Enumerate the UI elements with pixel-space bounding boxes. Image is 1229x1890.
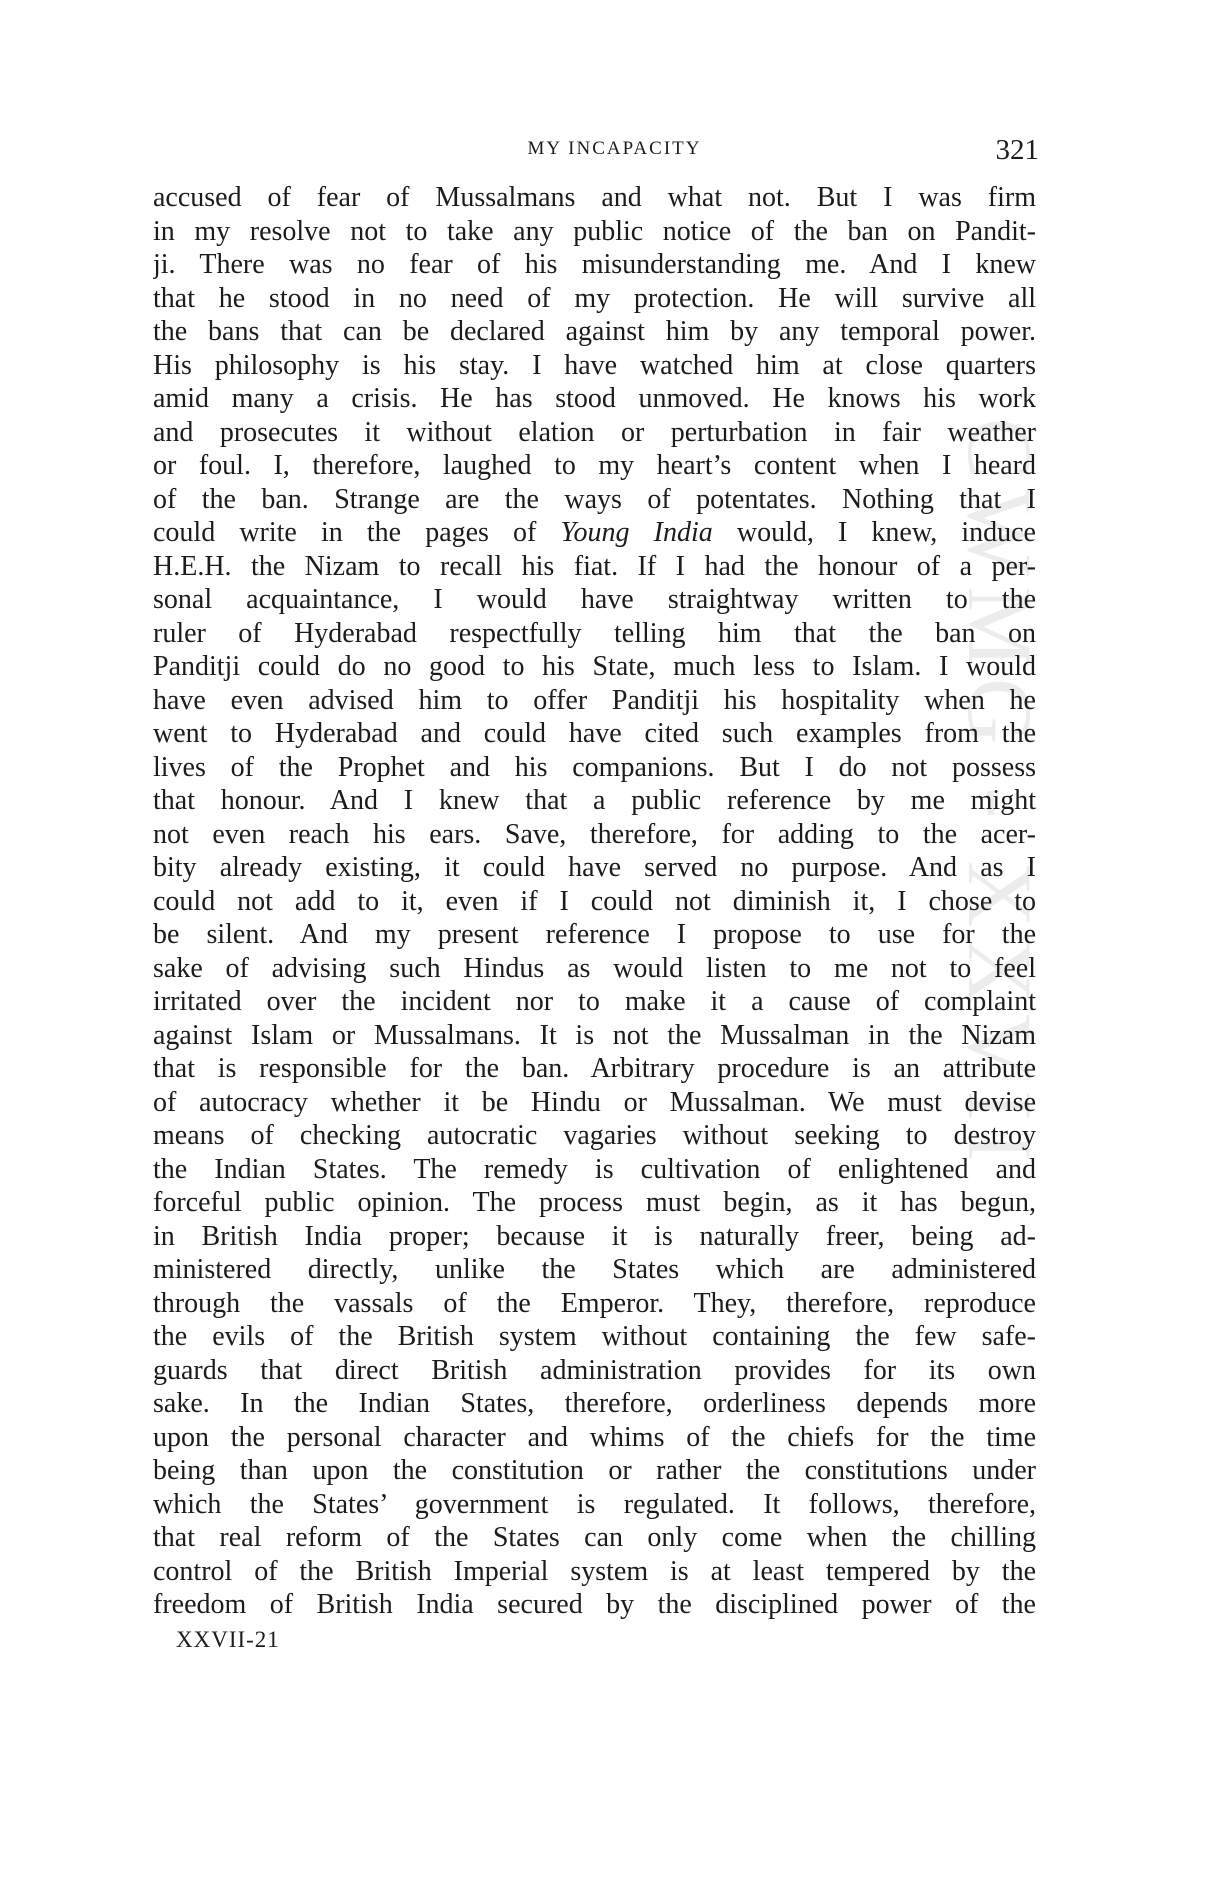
text-line: means of checking autocratic vagaries without seeking to destroy (153, 1120, 1036, 1151)
text-line: the Indian States. The remedy is cultivation of enlightened and (153, 1153, 1036, 1185)
text-line: or foul. I, therefore, laughed to my heart’s content when I heard (153, 450, 1036, 481)
text-line: that real reform of the States can only come when the chilling (153, 1522, 1036, 1553)
page-number: 321 (995, 134, 1039, 166)
watermark: CWMG - XXVII (949, 418, 1051, 1172)
text-line: ruler of Hyderabad respectfully telling him that the ban on (153, 617, 1036, 649)
text-line: and prosecutes it without elation or perturbation in fair weather (153, 416, 1036, 448)
text-line: in my resolve not to take any public notice of the ban on Pandit- (153, 215, 1036, 247)
text-line: sake. In the Indian States, therefore, orderliness depends more (153, 1388, 1036, 1419)
text-line: ministered directly, unlike the States which are administered (153, 1254, 1036, 1285)
running-title: MY INCAPACITY (527, 138, 702, 159)
text-line: H.E.H. the Nizam to recall his fiat. If I had the honour of a per- (153, 550, 1036, 582)
text-line: bity already existing, it could have served no purpose. And as I (153, 852, 1036, 883)
text-line: amid many a crisis. He has stood unmoved. He knows his work (153, 383, 1036, 414)
text-line: Panditji could do no good to his State, much less to Islam. I would (153, 651, 1036, 682)
text-line: forceful public opinion. The process must begin, as it has begun, (153, 1187, 1036, 1218)
text-line: ji. There was no fear of his misunderstanding me. And I knew (153, 249, 1036, 280)
text-line: in British India proper; because it is naturally freer, being ad- (153, 1220, 1036, 1252)
italic-title: Young India (560, 517, 713, 548)
text-line: upon the personal character and whims of the chiefs for the time (153, 1421, 1036, 1453)
signature-mark: XXVII-21 (176, 1627, 280, 1652)
text-line: went to Hyderabad and could have cited such examples from the (153, 718, 1036, 749)
text-line: accused of fear of Mussalmans and what not. But I was firm (153, 182, 1036, 213)
text-line: His philosophy is his stay. I have watched him at close quarters (153, 349, 1036, 381)
text-line: lives of the Prophet and his companions. But I do not possess (153, 751, 1036, 783)
text-line: guards that direct British administration provides for its own (153, 1354, 1036, 1386)
running-head (0, 134, 1229, 168)
text-line: that honour. And I knew that a public reference by me might (153, 785, 1036, 816)
text-line: could not add to it, even if I could not diminish it, I chose to (153, 885, 1036, 917)
text-line: of autocracy whether it be Hindu or Mussalman. We must devise (153, 1086, 1036, 1118)
text-line: that is responsible for the ban. Arbitrary procedure is an attribute (153, 1053, 1036, 1084)
text-line: be silent. And my present reference I propose to use for the (153, 919, 1036, 950)
text-line: irritated over the incident nor to make it a cause of complaint (153, 986, 1036, 1017)
text-line: that he stood in no need of my protection. He will survive all (153, 282, 1036, 314)
text-line: sonal acquaintance, I would have straightway written to the (153, 584, 1036, 615)
body-text (153, 181, 1036, 1622)
text-line (153, 516, 1036, 550)
text-line: of the ban. Strange are the ways of potentates. Nothing that I (153, 483, 1036, 515)
text-segment: would, I knew, induce (712, 517, 1036, 548)
text-line: sake of advising such Hindus as would listen to me not to feel (153, 952, 1036, 984)
text-line: freedom of British India secured by the disciplined power of the (153, 1589, 1036, 1620)
text-line: have even advised him to offer Panditji his hospitality when he (153, 684, 1036, 716)
text-line: the bans that can be declared against him by any temporal power. (153, 316, 1036, 347)
text-line: against Islam or Mussalmans. It is not the Mussalman in the Nizam (153, 1019, 1036, 1051)
text-line: control of the British Imperial system is at least tempered by the (153, 1555, 1036, 1587)
text-line: through the vassals of the Emperor. They, therefore, reproduce (153, 1287, 1036, 1319)
text-line: not even reach his ears. Save, therefore, for adding to the acer- (153, 818, 1036, 850)
text-line: the evils of the British system without containing the few safe- (153, 1321, 1036, 1352)
text-line: which the States’ government is regulated. It follows, therefore, (153, 1488, 1036, 1520)
text-line: being than upon the constitution or rather the constitutions under (153, 1455, 1036, 1486)
text-segment: could write in the pages of (153, 517, 561, 548)
